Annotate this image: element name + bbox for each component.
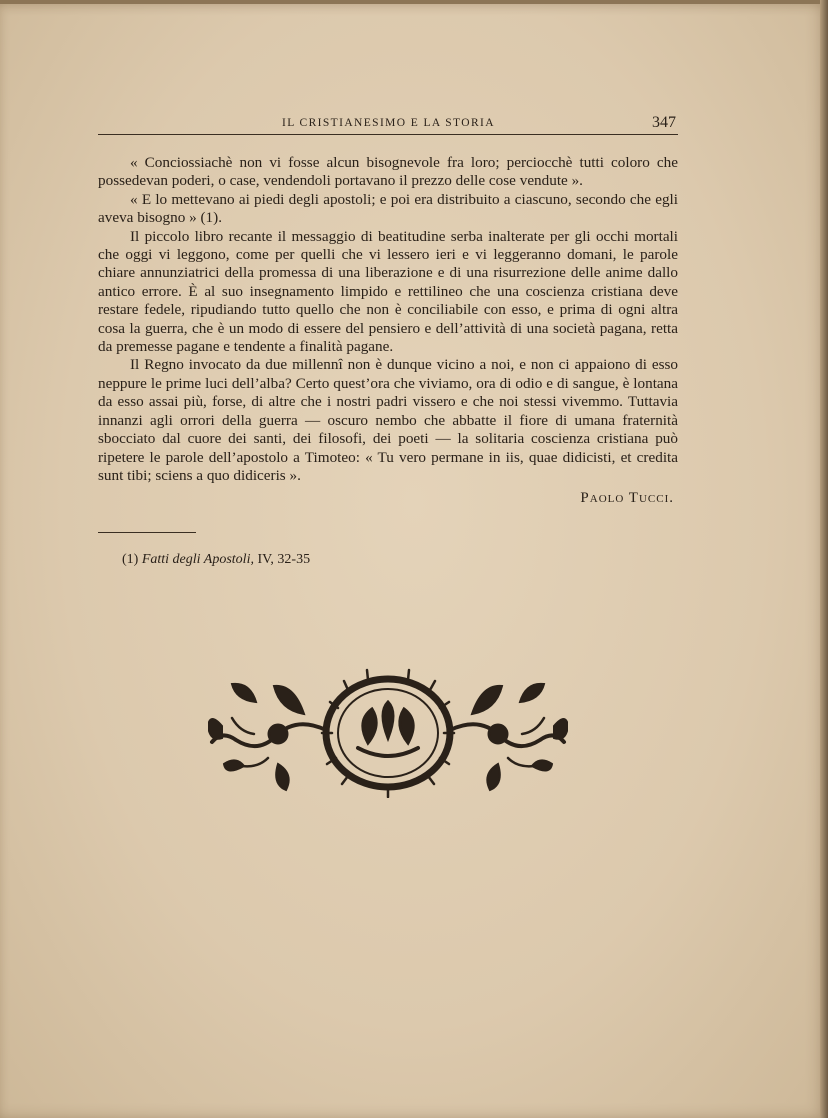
paragraph: Il piccolo libro recante il messaggio di beatitudine serba inalterate per gli occhi mortali che oggi vi leggono, come per quelli che vi lessero ieri e vi leggeranno domani, le parole chiare annunziatrici della promessa di una liberazione e di una risurrezione delle anime dallo antico errore. È al suo insegnamento limpido e rettilineo che una coscienza cristiana deve restare fedele, ripudiando tutto quello che non è conciliabile con esso, e prima di ogni altra cosa la guerra, che è un modo di essere del pensiero e dell’attività di una società pagana, retta da premesse pagane e tendente a finalità pagane. <box>98 227 678 356</box>
footnote-reference: IV, 32-35 <box>257 552 311 567</box>
footnote-divider <box>98 532 196 533</box>
running-title: IL CRISTIANESIMO E LA STORIA <box>282 117 495 129</box>
paragraph: « E lo mettevano ai piedi degli apostoli; e poi era distribuito a ciascuno, secondo che egli aveva bisogno » (1). <box>98 190 678 227</box>
page-top-edge <box>0 0 828 4</box>
running-head <box>98 114 678 135</box>
page-binding-edge <box>820 0 828 1118</box>
author-signature: Paolo Tucci. <box>580 490 674 507</box>
paragraph: « Conciossiachè non vi fosse alcun bisognevole fra loro; perciocchè tutti coloro che possedevan poderi, o case, vendendoli portavano il prezzo delle cose vendute ». <box>98 154 678 190</box>
footnote-marker: (1) <box>122 552 139 567</box>
floral-wreath-ornament-icon <box>208 668 568 798</box>
body-text <box>98 154 678 508</box>
paragraph: Il Regno invocato da due millennî non è dunque vicino a noi, e non ci appaiono di esso neppure le prime luci dell’alba? Certo quest’ora che viviamo, ora di odio e di sangue, è lontana da esso assai più, forse, di altre che i nostri padri vissero e che noi stessi vivemmo. Tuttavia innanzi agli orrori della guerra — oscuro nembo che abbatte il fiore di umana fraternità sbocciato dal cuore dei santi, dei filosofi, dei poeti — la solitaria coscienza cristiana può ripetere le parole dell’apostolo a Timoteo: « Tu vero permane in iis, quae didicisti, et credita sunt tibi; sciens a quo didiceris ». <box>98 356 678 484</box>
footnote <box>122 552 310 568</box>
footnote-title: Fatti degli Apostoli, <box>141 552 254 567</box>
page-number: 347 <box>652 114 676 131</box>
